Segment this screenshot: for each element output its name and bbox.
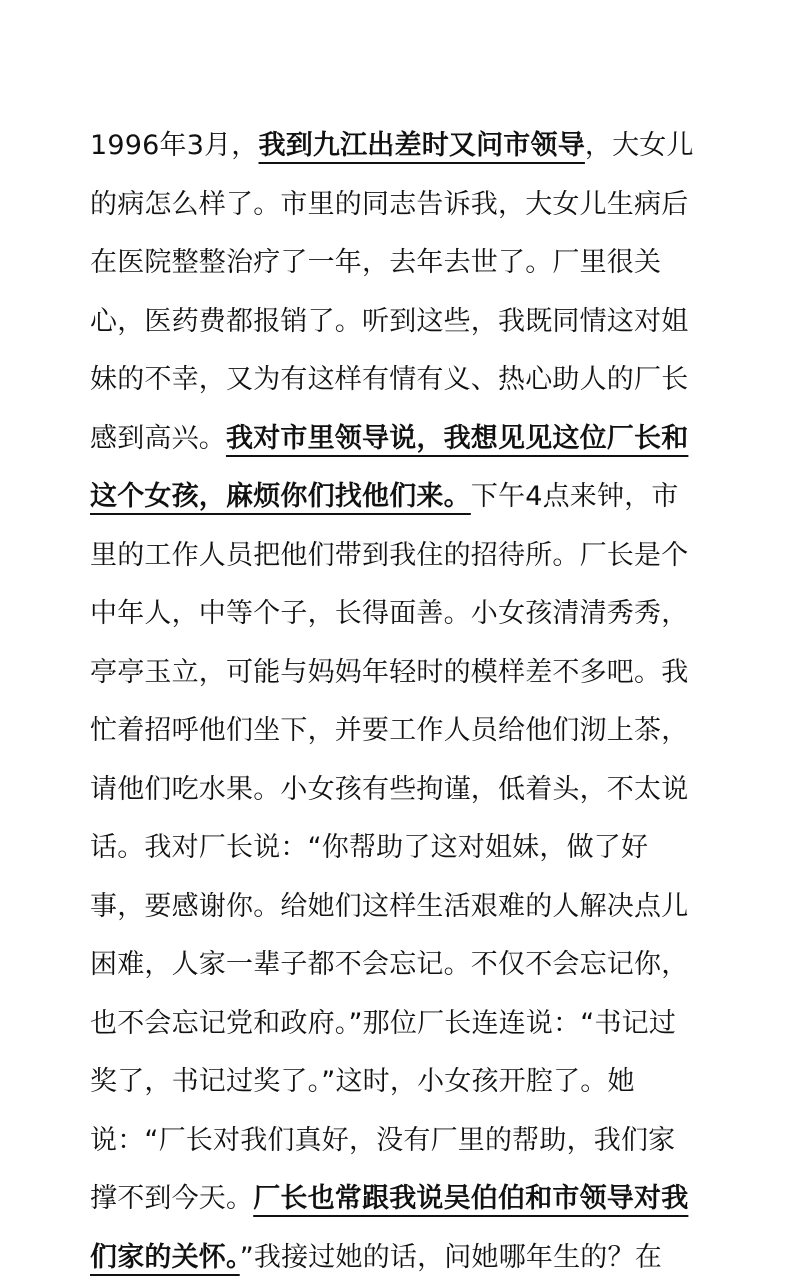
text-line: [90, 819, 720, 878]
text-line: [90, 995, 720, 1054]
text-line: [90, 1112, 720, 1171]
body-text: 也不会忘记党和政府。”那位厂长连连说：“书记过: [90, 1008, 676, 1039]
body-text: 妹的不幸，又为有这样有情有义、热心助人的厂长: [90, 364, 688, 395]
body-text: 在医院整整治疗了一年，去年去世了。厂里很关: [90, 247, 661, 278]
text-line: [90, 702, 720, 761]
text-line: [90, 527, 720, 586]
body-text: ”我接过她的话，问她哪年生的？在: [240, 1242, 662, 1273]
emphasized-text: 我对市里领导说，我想见见这位厂长和: [226, 423, 688, 454]
text-line: [90, 176, 720, 235]
text-line: [90, 234, 720, 293]
body-text: 困难，人家一辈子都不会忘记。不仅不会忘记你，: [90, 949, 688, 980]
body-text: 撑不到今天。: [90, 1183, 253, 1214]
body-text: 感到高兴。: [90, 423, 226, 454]
text-line: [90, 410, 720, 469]
body-text: 话。我对厂长说：“你帮助了这对姐妹，做了好: [90, 832, 648, 863]
body-text: 奖了，书记过奖了。”这时，小女孩开腔了。她: [90, 1066, 635, 1097]
text-line: [90, 878, 720, 937]
text-line: [90, 644, 720, 703]
text-line: [90, 761, 720, 820]
body-text: 1996年3月，: [90, 130, 259, 161]
body-text: 请他们吃水果。小女孩有些拘谨，低着头，不太说: [90, 774, 688, 805]
body-text: 下午4点来钟，市: [471, 481, 679, 512]
article-body: [90, 117, 720, 1287]
text-line: [90, 351, 720, 410]
body-text: 亭亭玉立，可能与妈妈年轻时的模样差不多吧。我: [90, 657, 688, 688]
text-line: [90, 117, 720, 176]
body-text: 说：“厂长对我们真好，没有厂里的帮助，我们家: [90, 1125, 675, 1156]
emphasized-text: 我到九江出差时又问市领导: [259, 130, 585, 161]
body-text: 中年人，中等个子，长得面善。小女孩清清秀秀，: [90, 598, 688, 629]
body-text: 心，医药费都报销了。听到这些，我既同情这对姐: [90, 306, 688, 337]
text-line: [90, 293, 720, 352]
text-line: [90, 585, 720, 644]
emphasized-text: 这个女孩，麻烦你们找他们来。: [90, 481, 471, 512]
emphasized-text: 厂长也常跟我说吴伯伯和市领导对我: [253, 1183, 688, 1214]
body-text: 里的工作人员把他们带到我住的招待所。厂长是个: [90, 540, 688, 571]
text-line: [90, 1170, 720, 1229]
text-line: [90, 1053, 720, 1112]
body-text: 忙着招呼他们坐下，并要工作人员给他们沏上茶，: [90, 715, 688, 746]
emphasized-text: 们家的关怀。: [90, 1242, 240, 1273]
text-line: [90, 936, 720, 995]
text-line: [90, 468, 720, 527]
body-text: 的病怎么样了。市里的同志告诉我，大女儿生病后: [90, 189, 688, 220]
text-line: [90, 1229, 720, 1287]
body-text: 事，要感谢你。给她们这样生活艰难的人解决点儿: [90, 891, 688, 922]
body-text: ，大女儿: [585, 130, 694, 161]
